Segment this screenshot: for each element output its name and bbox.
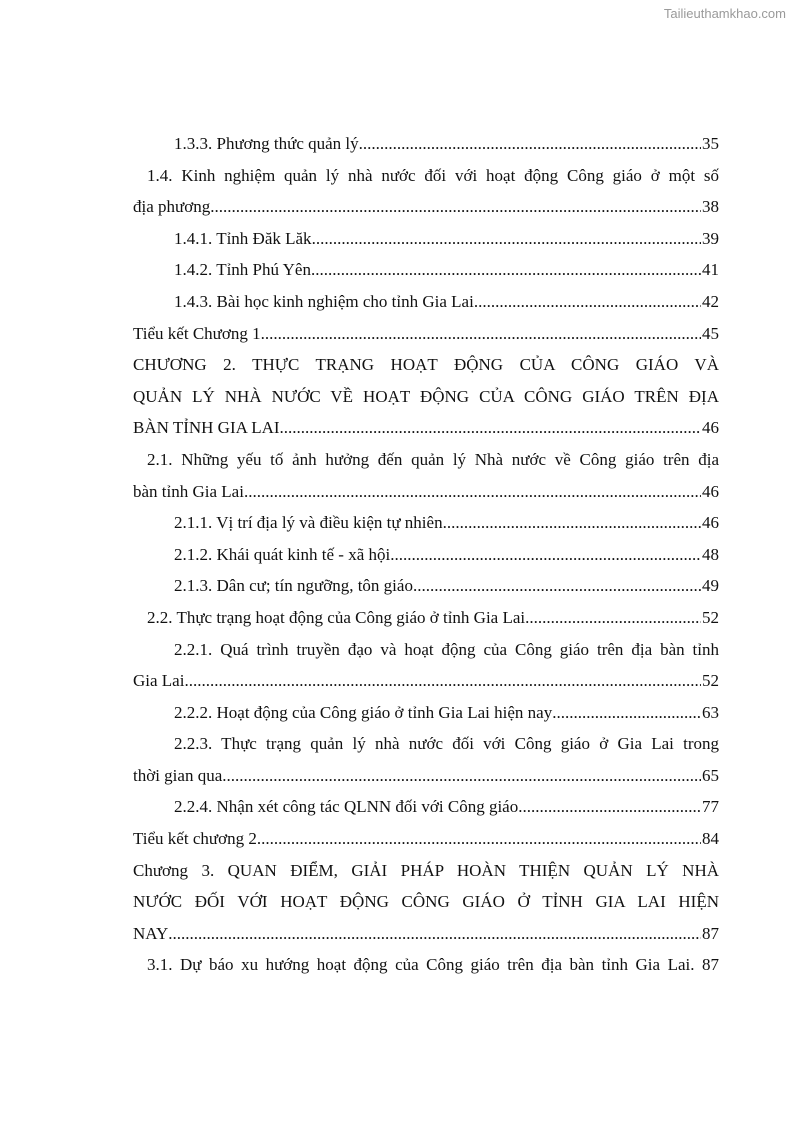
toc-page-number: 77	[702, 797, 719, 817]
dot-leader	[184, 665, 701, 697]
toc-line	[133, 318, 719, 350]
toc-page-number: 49	[702, 576, 719, 596]
toc-line	[133, 602, 719, 634]
toc-entry-title: 2.1.3. Dân cư; tín ngưỡng, tôn giáo	[174, 576, 413, 596]
toc-page-number: 39	[702, 228, 719, 248]
toc-entry-title: 1.4.1. Tỉnh Đăk Lăk	[174, 228, 312, 248]
toc-entry-title: bàn tỉnh Gia Lai	[133, 481, 244, 501]
toc-page-number: 45	[702, 323, 719, 343]
toc-line	[133, 191, 719, 223]
dot-leader	[474, 286, 701, 318]
toc-line	[133, 665, 719, 697]
dot-leader	[413, 570, 701, 602]
toc-page-number: 52	[702, 671, 719, 691]
dot-leader	[390, 539, 701, 571]
toc-page-number: 52	[702, 607, 719, 627]
toc-heading-line: 2.2.1. Quá trình truyền đạo và hoạt động của Công giáo trên địa bàn tỉnh	[174, 639, 719, 659]
table-of-contents	[133, 128, 719, 981]
toc-line	[133, 570, 719, 602]
toc-entry-title: 1.3.3. Phương thức quản lý	[174, 134, 359, 153]
toc-heading-line: NƯỚC ĐỐI VỚI HOẠT ĐỘNG CÔNG GIÁO Ở TỈNH GIA LAI HIỆN	[133, 892, 719, 912]
toc-entry-title: NAY	[133, 923, 169, 943]
toc-page-number: 87	[702, 923, 719, 943]
toc-line	[133, 507, 719, 539]
toc-heading-line: 1.4. Kinh nghiệm quản lý nhà nước đối với hoạt động Công giáo ở một số	[147, 165, 719, 185]
toc-entry-title: 2.2.2. Hoạt động của Công giáo ở tỉnh Gia Lai hiện nay	[174, 702, 553, 722]
dot-leader	[222, 760, 701, 792]
dot-leader	[311, 254, 701, 286]
toc-page-number: 63	[702, 702, 719, 722]
toc-line	[133, 823, 719, 855]
dot-leader	[552, 697, 701, 729]
toc-entry-title: BÀN TỈNH GIA LAI	[133, 418, 280, 438]
dot-leader	[280, 412, 701, 444]
toc-page-number: 65	[702, 765, 719, 785]
toc-line	[133, 128, 719, 160]
toc-heading-line: 2.1. Những yếu tố ảnh hưởng đến quản lý Nhà nước về Công giáo trên địa	[147, 449, 719, 469]
dot-leader	[312, 223, 701, 255]
dot-leader	[257, 823, 701, 855]
toc-line	[133, 223, 719, 255]
toc-heading-line: QUẢN LÝ NHÀ NƯỚC VỀ HOẠT ĐỘNG CỦA CÔNG GIÁO TRÊN ĐỊA	[133, 386, 719, 406]
dot-leader	[525, 602, 701, 634]
toc-entry-title: 2.2.4. Nhận xét công tác QLNN đối với Công giáo	[174, 797, 519, 817]
dot-leader	[261, 318, 701, 350]
dot-leader	[244, 476, 701, 508]
dot-leader	[210, 191, 701, 223]
toc-page-number: 46	[702, 513, 719, 533]
toc-entry-title: địa phương	[133, 197, 211, 217]
toc-line	[133, 286, 719, 318]
toc-entry-title: 2.2. Thực trạng hoạt động của Công giáo ở tỉnh Gia Lai	[147, 607, 526, 627]
toc-entry-line: 3.1. Dự báo xu hướng hoạt động của Công giáo trên địa bàn tỉnh Gia Lai. 87	[147, 955, 719, 975]
toc-page-number: 46	[702, 481, 719, 501]
toc-page-number: 35	[702, 134, 719, 153]
toc-line	[133, 476, 719, 508]
dot-leader	[443, 507, 701, 539]
toc-entry-title: 1.4.3. Bài học kinh nghiệm cho tỉnh Gia Lai	[174, 291, 474, 311]
toc-page-number: 38	[702, 197, 719, 217]
dot-leader	[359, 128, 701, 160]
toc-line	[133, 791, 719, 823]
dot-leader	[518, 791, 701, 823]
toc-entry-title: 2.1.2. Khái quát kinh tế - xã hội	[174, 544, 391, 564]
toc-entry-title: Tiểu kết chương 2	[133, 829, 257, 849]
toc-page-number: 48	[702, 544, 719, 564]
toc-heading-line: Chương 3. QUAN ĐIỂM, GIẢI PHÁP HOÀN THIỆN QUẢN LÝ NHÀ	[133, 860, 719, 880]
toc-entry-title: 2.1.1. Vị trí địa lý và điều kiện tự nhiên	[174, 513, 443, 533]
toc-page-number: 84	[702, 829, 719, 849]
toc-page-number: 41	[702, 260, 719, 280]
toc-page-number: 46	[702, 418, 719, 438]
toc-entry-title: 1.4.2. Tỉnh Phú Yên	[174, 260, 311, 280]
toc-line	[133, 254, 719, 286]
watermark: Tailieuthamkhao.com	[663, 6, 786, 21]
toc-page-number: 42	[702, 291, 719, 311]
toc-line	[133, 412, 719, 444]
dot-leader	[168, 918, 701, 950]
toc-line	[133, 918, 719, 950]
toc-line	[133, 760, 719, 792]
toc-entry-title: Gia Lai	[133, 671, 185, 691]
toc-heading-line: 2.2.3. Thực trạng quản lý nhà nước đối với Công giáo ở Gia Lai trong	[174, 734, 719, 754]
toc-line	[133, 697, 719, 729]
toc-heading-line: CHƯƠNG 2. THỰC TRẠNG HOẠT ĐỘNG CỦA CÔNG GIÁO VÀ	[133, 355, 719, 375]
toc-entry-title: Tiểu kết Chương 1	[133, 323, 261, 343]
toc-line	[133, 539, 719, 571]
toc-entry-title: thời gian qua	[133, 765, 223, 785]
